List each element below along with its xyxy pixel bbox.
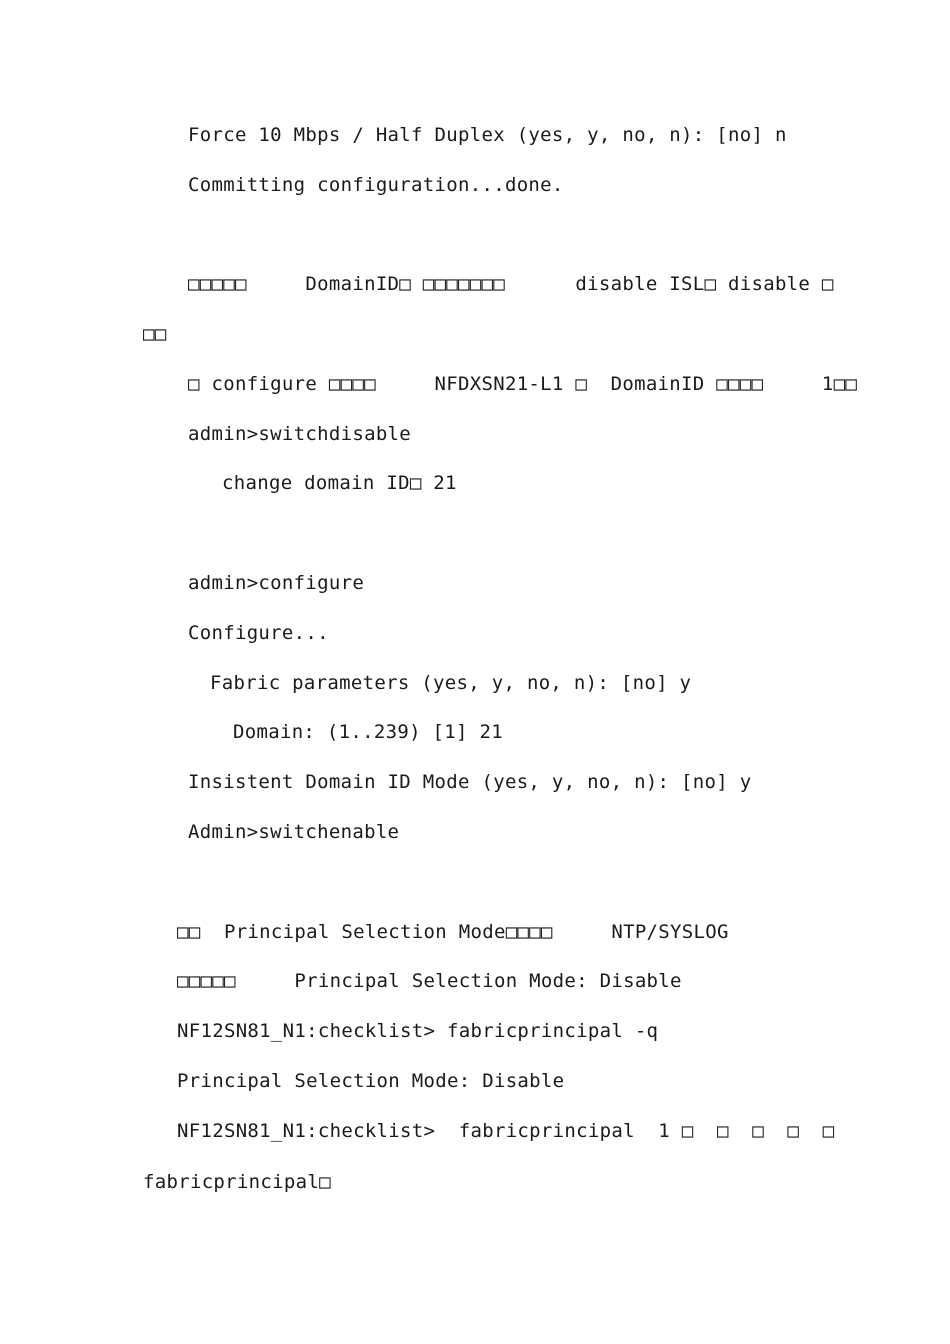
text-line-committing: Committing configuration...done.	[188, 174, 564, 196]
text-line-domainid-note: □□□□□ DomainID□ □□□□□□□ disable ISL□ disable □	[188, 273, 834, 295]
text-line-domainid-note-cont: □□	[143, 323, 167, 345]
text-line-fabricprincipal-q: NF12SN81_N1:checklist> fabricprincipal -q	[177, 1020, 659, 1042]
text-line-change-domain: change domain ID□ 21	[222, 472, 457, 494]
text-line-configure-note: □ configure □□□□ NFDXSN21-L1 □ DomainID □□□□ 1□□	[188, 373, 858, 395]
text-line-force-duplex: Force 10 Mbps / Half Duplex (yes, y, no, n): [no] n	[188, 124, 787, 146]
text-line-admin-configure: admin>configure	[188, 572, 365, 594]
text-line-insistent-domain: Insistent Domain ID Mode (yes, y, no, n): [no] y	[188, 771, 752, 793]
text-line-configure-dots: Configure...	[188, 622, 329, 644]
text-line-fabric-parameters: Fabric parameters (yes, y, no, n): [no] y	[210, 672, 692, 694]
text-line-principal-disable: Principal Selection Mode: Disable	[177, 1070, 565, 1092]
text-line-switchenable: Admin>switchenable	[188, 821, 400, 843]
text-line-domain-range: Domain: (1..239) [1] 21	[233, 721, 503, 743]
text-line-fabricprincipal-cont: fabricprincipal□	[143, 1171, 331, 1193]
text-line-principal-heading: □□ Principal Selection Mode□□□□ NTP/SYSLOG	[177, 921, 729, 943]
text-line-fabricprincipal-1: NF12SN81_N1:checklist> fabricprincipal 1 □ □ □ □ □	[177, 1120, 835, 1142]
text-line-principal-default: □□□□□ Principal Selection Mode: Disable	[177, 970, 682, 992]
text-line-switchdisable: admin>switchdisable	[188, 423, 412, 445]
